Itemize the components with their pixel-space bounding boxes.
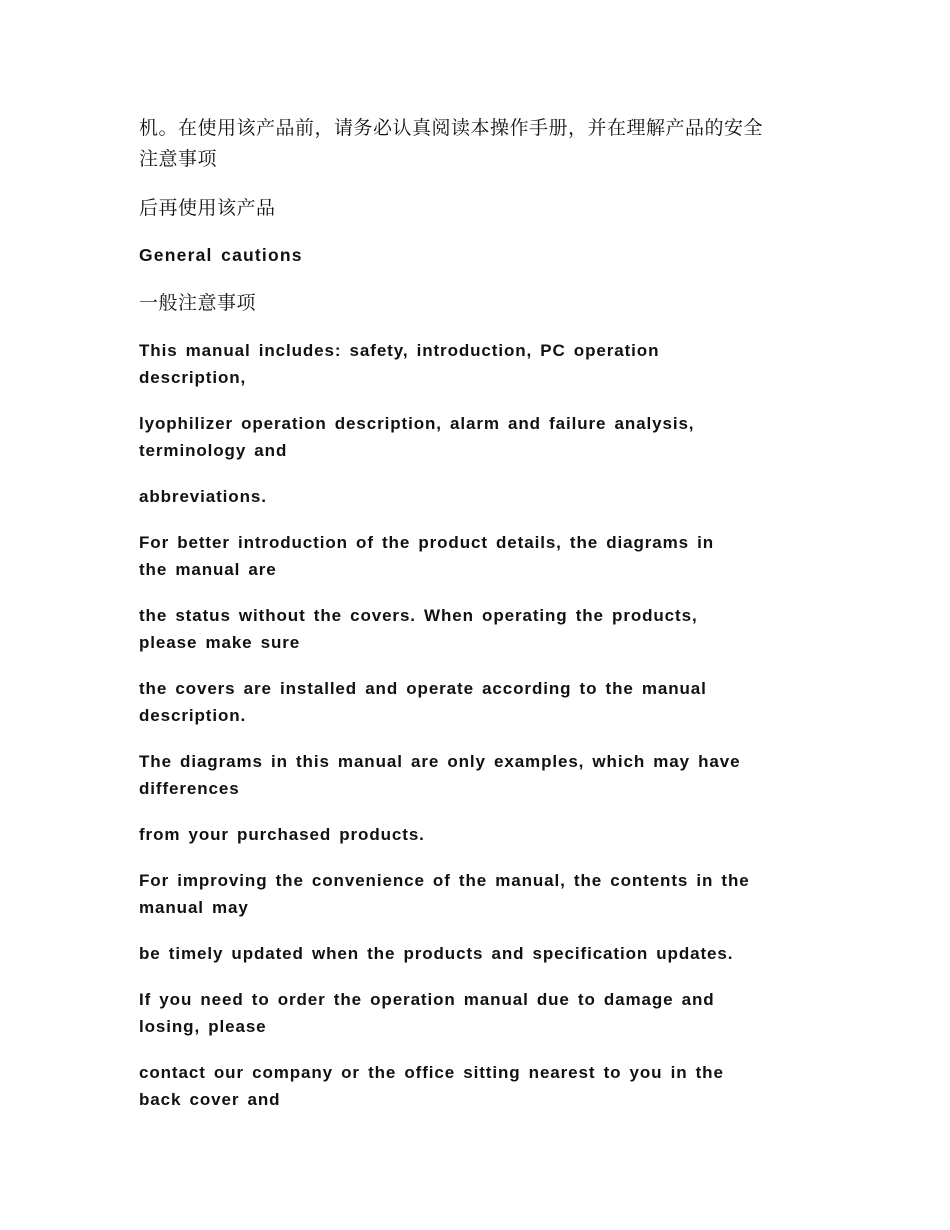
text-line: back cover and (139, 1090, 281, 1109)
text-line: differences (139, 779, 240, 798)
text-line: 注意事项 (139, 148, 218, 170)
paragraph (139, 288, 812, 319)
paragraph (139, 193, 812, 224)
paragraph (139, 529, 812, 583)
text-line: the covers are installed and operate according to the manual (139, 679, 707, 698)
paragraph (139, 821, 812, 848)
text-line: description. (139, 706, 247, 725)
text-line: This manual includes: safety, introduction, PC operation (139, 341, 660, 360)
paragraph (139, 483, 812, 510)
text-line: 一般注意事项 (139, 292, 257, 314)
text-line: contact our company or the office sitting nearest to you in the (139, 1063, 724, 1082)
text-line: 后再使用该产品 (139, 197, 276, 219)
text-line: If you need to order the operation manual due to damage and (139, 990, 715, 1009)
paragraph (139, 410, 812, 464)
text-line: the manual are (139, 560, 277, 579)
document-body (139, 113, 812, 1113)
text-line: abbreviations. (139, 487, 267, 506)
text-line: manual may (139, 898, 249, 917)
text-line: from your purchased products. (139, 825, 425, 844)
text-line: terminology and (139, 441, 288, 460)
paragraph (139, 337, 812, 391)
text-line: General cautions (139, 245, 303, 265)
paragraph (139, 748, 812, 802)
text-line: losing, please (139, 1017, 267, 1036)
text-line: be timely updated when the products and specification updates. (139, 944, 734, 963)
paragraph (139, 675, 812, 729)
paragraph (139, 1059, 812, 1113)
paragraph (139, 867, 812, 921)
paragraph (139, 113, 812, 175)
paragraph (139, 940, 812, 967)
text-line: For better introduction of the product details, the diagrams in (139, 533, 715, 552)
text-line: please make sure (139, 633, 301, 652)
section-heading (139, 242, 812, 269)
text-line: lyophilizer operation description, alarm and failure analysis, (139, 414, 695, 433)
paragraph (139, 602, 812, 656)
text-line: description, (139, 368, 247, 387)
text-line: The diagrams in this manual are only examples, which may have (139, 752, 741, 771)
text-line: the status without the covers. When operating the products, (139, 606, 698, 625)
paragraph (139, 986, 812, 1040)
text-line: 机。在使用该产品前，请务必认真阅读本操作手册，并在理解产品的安全 (139, 117, 764, 139)
text-line: For improving the convenience of the manual, the contents in the (139, 871, 750, 890)
